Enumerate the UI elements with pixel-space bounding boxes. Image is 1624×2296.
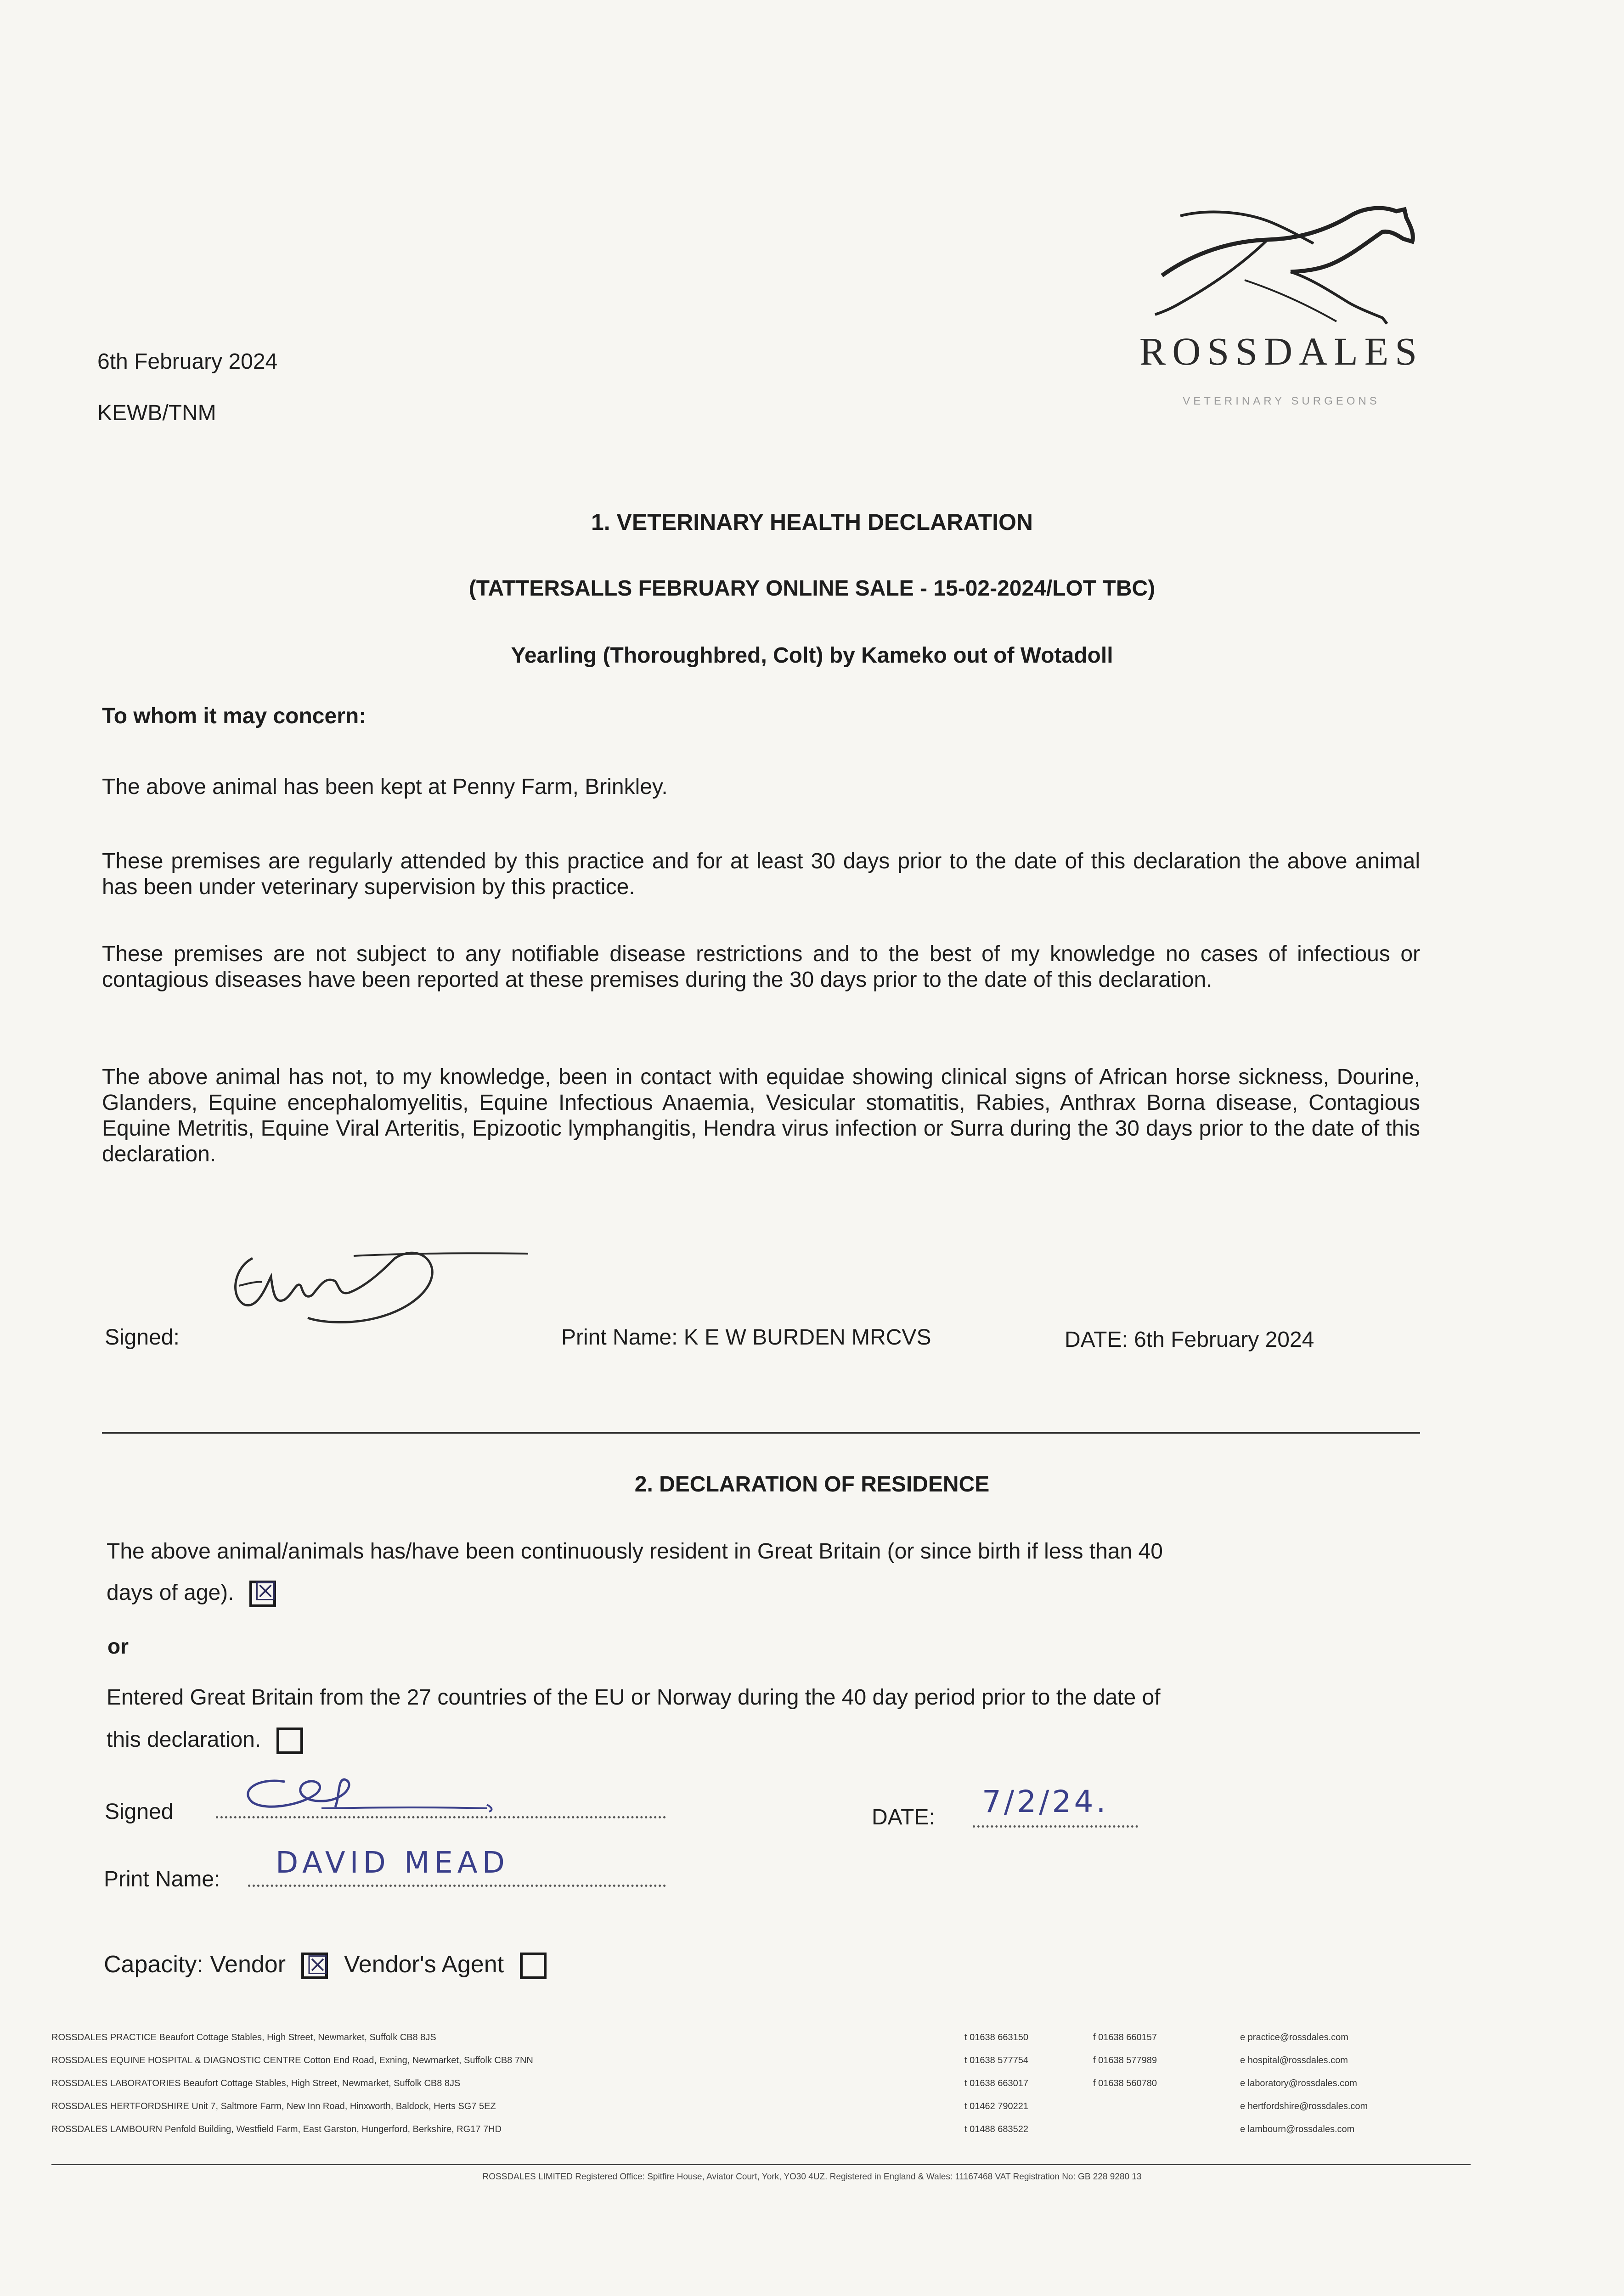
or-separator: or xyxy=(107,1634,129,1658)
footer-email: e hertfordshire@rossdales.com xyxy=(1240,2101,1368,2111)
footer-fax: f 01638 577989 xyxy=(1093,2055,1157,2065)
footer-divider xyxy=(51,2164,1471,2165)
vendor-checkbox[interactable] xyxy=(301,1953,328,1979)
residence-option2-line2: this declaration. xyxy=(107,1728,261,1752)
vet-signature xyxy=(216,1231,537,1341)
paragraph-supervision: These premises are regularly attended by this practice and for at least 30 days prior to the date of this declaration the above animal has been under veterinary supervision by this practice. xyxy=(102,849,1420,899)
footer-email: e practice@rossdales.com xyxy=(1240,2032,1348,2043)
footer-telephones xyxy=(964,2026,1028,2141)
letter-reference: KEWB/TNM xyxy=(97,401,216,425)
footer-fax xyxy=(1093,2095,1157,2118)
footer-registration: ROSSDALES LIMITED Registered Office: Spitfire House, Aviator Court, York, YO30 4UZ. Registered in England & Wales: 11167468 VAT Registration No: GB 228 9280 13 xyxy=(482,2172,1142,2182)
vendor-signed-label: Signed xyxy=(105,1800,174,1824)
check-mark-icon: ☒ xyxy=(306,1951,329,1981)
footer-address-line: ROSSDALES PRACTICE Beaufort Cottage Stables, High Street, Newmarket, Suffolk CB8 8JS xyxy=(51,2032,436,2043)
paragraph-diseases: The above animal has not, to my knowledge, been in contact with equidae showing clinical signs of African horse sickness, Dourine, Glanders, Equine encephalomyelitis, Equine Infectious Anaemia, Vesicular stomatitis, Rabies, Anthrax Borna disease, Contagious Equine Metritis, Equine Viral Arteritis, Epizootic lymphangitis, Hendra virus infection or Surra during the 30 days prior to the date of this declaration. xyxy=(102,1065,1420,1166)
footer-phone: t 01638 663017 xyxy=(964,2078,1029,2088)
residence-option1-line2: days of age). xyxy=(107,1581,234,1605)
entered-gb-checkbox[interactable] xyxy=(276,1728,303,1754)
footer-fax xyxy=(1093,2118,1157,2141)
section2-title: 2. DECLARATION OF RESIDENCE xyxy=(634,1472,990,1497)
sale-title: (TATTERSALLS FEBRUARY ONLINE SALE - 15-02-2024/LOT TBC) xyxy=(468,576,1156,601)
vendor-print-label: Print Name: xyxy=(104,1867,220,1891)
date-dotted-line xyxy=(973,1825,1138,1828)
footer-addresses xyxy=(51,2026,533,2141)
paragraph-restrictions: These premises are not subject to any notifiable disease restrictions and to the best of my knowledge no cases of infectious or contagious diseases have been reported at these premises during the 30 days prior to the date of this declaration. xyxy=(102,942,1420,992)
footer-address-line: ROSSDALES EQUINE HOSPITAL & DIAGNOSTIC CENTRE Cotton End Road, Exning, Newmarket, Suffolk CB8 7NN xyxy=(51,2055,533,2065)
section1-title: 1. VETERINARY HEALTH DECLARATION xyxy=(591,509,1033,535)
residence-option1-line1: The above animal/animals has/have been continuously resident in Great Britain (or since birth if less than 40 xyxy=(107,1539,1163,1564)
residence-option2 xyxy=(107,1727,1393,1754)
name-dotted-line xyxy=(248,1885,666,1887)
resident-checkbox[interactable] xyxy=(249,1577,277,1607)
rossdales-logo xyxy=(1134,197,1428,427)
capacity-vendor-label: Capacity: Vendor xyxy=(104,1951,286,1978)
footer-phone: t 01638 663150 xyxy=(964,2032,1029,2043)
footer-address-line: ROSSDALES LABORATORIES Beaufort Cottage Stables, High Street, Newmarket, Suffolk CB8 8JS xyxy=(51,2078,461,2088)
footer-address-line: ROSSDALES HERTFORDSHIRE Unit 7, Saltmore Farm, New Inn Road, Hinxworth, Baldock, Herts SG7 5EZ xyxy=(51,2101,496,2111)
logo-wordmark: ROSSDALES xyxy=(1139,329,1424,373)
footer-email: e lambourn@rossdales.com xyxy=(1240,2124,1355,2134)
footer-address-line: ROSSDALES LAMBOURN Penfold Building, Westfield Farm, East Garston, Hungerford, Berkshire, RG17 7HD xyxy=(51,2124,502,2134)
vet-date: DATE: 6th February 2024 xyxy=(1065,1328,1314,1352)
vet-signed-label: Signed: xyxy=(105,1325,180,1350)
footer-fax: f 01638 560780 xyxy=(1093,2078,1157,2088)
footer-faxes xyxy=(1093,2026,1157,2141)
vendor-signature xyxy=(230,1768,551,1818)
residence-option2-line1: Entered Great Britain from the 27 countries of the EU or Norway during the 40 day period prior to the date of xyxy=(107,1685,1161,1710)
logo-subtitle: VETERINARY SURGEONS xyxy=(1183,395,1380,407)
footer-emails xyxy=(1240,2026,1368,2141)
greeting: To whom it may concern: xyxy=(102,704,367,728)
vendor-date-label: DATE: xyxy=(872,1805,935,1829)
animal-description: Yearling (Thoroughbred, Colt) by Kameko out of Wotadoll xyxy=(511,643,1113,668)
footer-fax: f 01638 660157 xyxy=(1093,2032,1157,2043)
vendor-agent-checkbox[interactable] xyxy=(520,1953,547,1979)
footer-email: e laboratory@rossdales.com xyxy=(1240,2078,1357,2088)
vet-print-name: Print Name: K E W BURDEN MRCVS xyxy=(561,1325,931,1350)
vendor-print-value: DAVID MEAD xyxy=(276,1846,509,1880)
horse-logo-icon xyxy=(1153,197,1419,331)
footer-email: e hospital@rossdales.com xyxy=(1240,2055,1348,2065)
footer-phone: t 01638 577754 xyxy=(964,2055,1029,2065)
vendor-agent-label: Vendor's Agent xyxy=(344,1951,504,1978)
footer-phone: t 01488 683522 xyxy=(964,2124,1029,2134)
letter-date: 6th February 2024 xyxy=(97,349,278,374)
check-mark-icon: ☒ xyxy=(254,1577,277,1607)
vendor-date-value: 7/2/24. xyxy=(982,1784,1109,1819)
paragraph-premises: The above animal has been kept at Penny Farm, Brinkley. xyxy=(102,775,668,799)
footer-phone: t 01462 790221 xyxy=(964,2101,1029,2111)
residence-option1 xyxy=(107,1577,1393,1607)
section-divider xyxy=(102,1432,1420,1434)
capacity-row xyxy=(104,1951,547,1979)
